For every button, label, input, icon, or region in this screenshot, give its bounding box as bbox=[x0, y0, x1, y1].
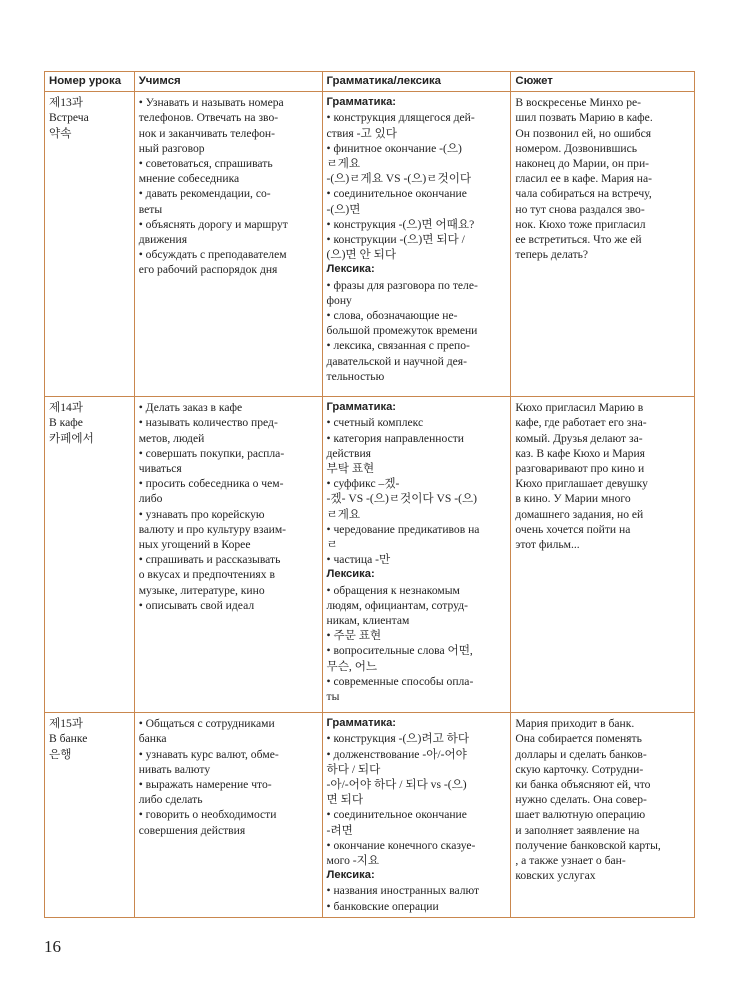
header-grammar-vocab: Грамматика/лексика bbox=[322, 72, 511, 92]
grammar-line: ㄹ게요 bbox=[326, 507, 361, 521]
grammar-line: • вопросительные слова 어떤, bbox=[326, 644, 473, 658]
grammar-line: • чередование предикативов на bbox=[326, 522, 480, 536]
grammar-line: • современные способы опла- bbox=[326, 674, 474, 688]
lesson-cell bbox=[45, 713, 135, 918]
grammar-line: • обращения к незнакомым bbox=[326, 583, 460, 597]
grammar-line: • финитное окончание -(으) bbox=[326, 141, 462, 155]
grammar-line: -겠- VS -(으)ㄹ것이다 VS -(으) bbox=[326, 492, 478, 506]
header-study: Учимся bbox=[134, 72, 322, 92]
header-lesson-number: Номер урока bbox=[45, 72, 135, 92]
grammar-line: • частица -만 bbox=[326, 553, 391, 567]
study-line: • выражать намерение что- bbox=[138, 778, 272, 792]
grammar-line: 부탁 표현 bbox=[326, 462, 375, 476]
lesson-korean-title: 카페에서 bbox=[49, 431, 94, 445]
study-line: мнение собеседника bbox=[138, 172, 240, 186]
study-line: • Делать заказ в кафе bbox=[138, 401, 243, 415]
study-line: нивать валюту bbox=[138, 762, 211, 776]
grammar-line: фону bbox=[326, 293, 352, 307]
plot-line: скую карточку. Сотрудни- bbox=[515, 762, 644, 776]
plot-line: кафе, где работает его зна- bbox=[515, 416, 647, 430]
grammar-line: никам, клиентам bbox=[326, 614, 410, 628]
grammar-line: • окончание конечного сказуе- bbox=[326, 838, 476, 852]
study-line: • описывать свой идеал bbox=[138, 598, 255, 612]
grammar-line: • банковские операции bbox=[326, 899, 439, 913]
grammar-cell bbox=[322, 397, 511, 713]
study-line: движения bbox=[138, 233, 188, 247]
plot-line: шает валютную операцию bbox=[515, 808, 646, 822]
study-line: • узнавать про корейскую bbox=[138, 507, 265, 521]
plot-line: нок. Кюхо тоже пригласил bbox=[515, 217, 646, 231]
grammar-line: 하다 / 되다 bbox=[326, 762, 381, 776]
table-header-row bbox=[45, 72, 695, 92]
plot-line: наконец до Марии, он при- bbox=[515, 157, 650, 171]
grammar-line: • конструкции -(으)면 되다 / bbox=[326, 233, 465, 247]
plot-line: разговаривают про кино и bbox=[515, 462, 645, 476]
study-line: • объяснять дорогу и маршрут bbox=[138, 217, 288, 231]
grammar-line: действия bbox=[326, 446, 371, 460]
grammar-line: -(으)ㄹ게요 VS -(으)ㄹ것이다 bbox=[326, 172, 472, 186]
section-heading: Лексика: bbox=[326, 263, 375, 276]
plot-line: домашнего задания, но ей bbox=[515, 507, 644, 521]
study-line: • советоваться, спрашивать bbox=[138, 157, 273, 171]
grammar-line: давательской и научной дея- bbox=[326, 354, 467, 368]
grammar-line: • фразы для разговора по теле- bbox=[326, 278, 478, 292]
plot-line: ковских услугах bbox=[515, 869, 596, 883]
plot-line: ки банка объясняют ей, что bbox=[515, 778, 651, 792]
grammar-line: -려면 bbox=[326, 823, 353, 837]
plot-line: доллары и сделать банков- bbox=[515, 747, 647, 761]
study-line: его рабочий распорядок дня bbox=[138, 263, 278, 277]
grammar-line: • суффикс –겠- bbox=[326, 477, 400, 491]
grammar-line: • конструкция -(으)려고 하다 bbox=[326, 732, 470, 746]
grammar-line: 면 되다 bbox=[326, 793, 364, 807]
lesson-cell bbox=[45, 92, 135, 397]
plot-line: очень хочется пойти на bbox=[515, 522, 631, 536]
header-plot: Сюжет bbox=[511, 72, 695, 92]
plot-line: Кюхо пригласил Марию в bbox=[515, 401, 644, 415]
study-line: • узнавать курс валют, обме- bbox=[138, 747, 279, 761]
grammar-line: мого -지요 bbox=[326, 854, 380, 868]
plot-line: и заполняет заявление на bbox=[515, 823, 640, 837]
grammar-line: (으)면 안 되다 bbox=[326, 248, 397, 262]
study-line: совершения действия bbox=[138, 823, 246, 837]
study-line: • Общаться с сотрудниками bbox=[138, 717, 275, 731]
plot-line: Мария приходит в банк. bbox=[515, 717, 635, 731]
section-heading: Грамматика: bbox=[326, 96, 397, 109]
study-line: • Узнавать и называть номера bbox=[138, 96, 284, 110]
lesson-cell bbox=[45, 397, 135, 713]
plot-line: теперь делать? bbox=[515, 248, 589, 262]
lesson-title: В банке bbox=[49, 732, 88, 746]
study-cell bbox=[134, 92, 322, 397]
grammar-line: • слова, обозначающие не- bbox=[326, 309, 458, 323]
study-line: • говорить о необходимости bbox=[138, 808, 277, 822]
study-line: ных угощений в Корее bbox=[138, 538, 251, 552]
study-line: метов, людей bbox=[138, 431, 205, 445]
grammar-line: ты bbox=[326, 690, 340, 704]
grammar-line: ㄹ bbox=[326, 538, 338, 552]
study-line: • спрашивать и рассказывать bbox=[138, 553, 281, 567]
plot-line: шил позвать Марию в кафе. bbox=[515, 111, 653, 125]
grammar-line: большой промежуток времени bbox=[326, 324, 478, 338]
plot-line: гласил ее в кафе. Мария на- bbox=[515, 172, 653, 186]
lesson-title: Встреча bbox=[49, 111, 89, 125]
lesson-plan-table bbox=[44, 71, 695, 918]
table-row bbox=[45, 92, 695, 397]
study-line: • просить собеседника о чем- bbox=[138, 477, 284, 491]
section-heading: Грамматика: bbox=[326, 717, 397, 730]
grammar-line: • категория направленности bbox=[326, 431, 464, 445]
study-line: • называть количество пред- bbox=[138, 416, 278, 430]
section-heading: Грамматика: bbox=[326, 401, 397, 414]
grammar-line: • конструкция -(으)면 어때요? bbox=[326, 217, 475, 231]
lesson-korean-title: 은행 bbox=[49, 747, 72, 761]
grammar-line: • лексика, связанная с препо- bbox=[326, 339, 470, 353]
plot-line: номером. Дозвонившись bbox=[515, 141, 638, 155]
study-line: ный разговор bbox=[138, 141, 205, 155]
study-line: • совершать покупки, распла- bbox=[138, 446, 285, 460]
section-heading: Лексика: bbox=[326, 568, 375, 581]
study-line: телефонов. Отвечать на зво- bbox=[138, 111, 279, 125]
grammar-line: • долженствование -아/-어야 bbox=[326, 747, 467, 761]
study-line: чиваться bbox=[138, 462, 182, 476]
plot-line: ее встретиться. Что же ей bbox=[515, 233, 642, 247]
plot-cell bbox=[511, 713, 695, 918]
plot-line: получение банковской карты, bbox=[515, 838, 661, 852]
plot-line: этот фильм... bbox=[515, 538, 580, 552]
plot-cell bbox=[511, 92, 695, 397]
lesson-number: 제13과 bbox=[49, 96, 83, 110]
plot-line: комый. Друзья делают за- bbox=[515, 431, 643, 445]
page-number: 16 bbox=[44, 937, 61, 956]
grammar-cell bbox=[322, 713, 511, 918]
table-row bbox=[45, 713, 695, 918]
grammar-line: • названия иностранных валют bbox=[326, 884, 480, 898]
study-line: валюту и про культуру взаим- bbox=[138, 522, 287, 536]
grammar-line: • соединительное окончание bbox=[326, 808, 467, 822]
study-line: о вкусах и предпочтениях в bbox=[138, 568, 275, 582]
plot-line: Она собирается поменять bbox=[515, 732, 642, 746]
plot-line: Кюхо приглашает девушку bbox=[515, 477, 648, 491]
grammar-line: • счетный комплекс bbox=[326, 416, 424, 430]
plot-line: нужно сделать. Она совер- bbox=[515, 793, 647, 807]
grammar-line: -아/-어야 하다 / 되다 vs -(으) bbox=[326, 778, 467, 792]
study-line: либо bbox=[138, 492, 163, 506]
section-heading: Лексика: bbox=[326, 869, 375, 882]
lesson-number: 제14과 bbox=[49, 401, 83, 415]
plot-line: в кино. У Марии много bbox=[515, 492, 631, 506]
study-line: либо сделать bbox=[138, 793, 203, 807]
grammar-line: тельностью bbox=[326, 369, 385, 383]
plot-line: чала собираться на встречу, bbox=[515, 187, 652, 201]
plot-line: каз. В кафе Кюхо и Мария bbox=[515, 446, 646, 460]
plot-line: Он позвонил ей, но ошибся bbox=[515, 126, 652, 140]
grammar-line: ствия -고 있다 bbox=[326, 126, 397, 140]
plot-line: В воскресенье Минхо ре- bbox=[515, 96, 642, 110]
plot-cell bbox=[511, 397, 695, 713]
grammar-line: • конструкция длящегося дей- bbox=[326, 111, 475, 125]
study-line: музыке, литературе, кино bbox=[138, 583, 265, 597]
lesson-korean-title: 약속 bbox=[49, 126, 72, 140]
grammar-line: -(으)면 bbox=[326, 202, 361, 216]
study-line: • обсуждать с преподавателем bbox=[138, 248, 287, 262]
study-cell bbox=[134, 713, 322, 918]
grammar-line: • 주문 표현 bbox=[326, 629, 382, 643]
plot-line: но тут снова раздался зво- bbox=[515, 202, 645, 216]
grammar-cell bbox=[322, 92, 511, 397]
grammar-line: ㄹ게요 bbox=[326, 157, 361, 171]
study-line: • давать рекомендации, со- bbox=[138, 187, 271, 201]
grammar-line: людям, официантам, сотруд- bbox=[326, 598, 468, 612]
study-line: банка bbox=[138, 732, 167, 746]
table-row bbox=[45, 397, 695, 713]
study-line: нок и заканчивать телефон- bbox=[138, 126, 276, 140]
grammar-line: • соединительное окончание bbox=[326, 187, 467, 201]
plot-line: , а также узнает о бан- bbox=[515, 854, 626, 868]
lesson-title: В кафе bbox=[49, 416, 83, 430]
grammar-line: 무슨, 어느 bbox=[326, 659, 378, 673]
study-cell bbox=[134, 397, 322, 713]
study-line: веты bbox=[138, 202, 163, 216]
lesson-number: 제15과 bbox=[49, 717, 83, 731]
